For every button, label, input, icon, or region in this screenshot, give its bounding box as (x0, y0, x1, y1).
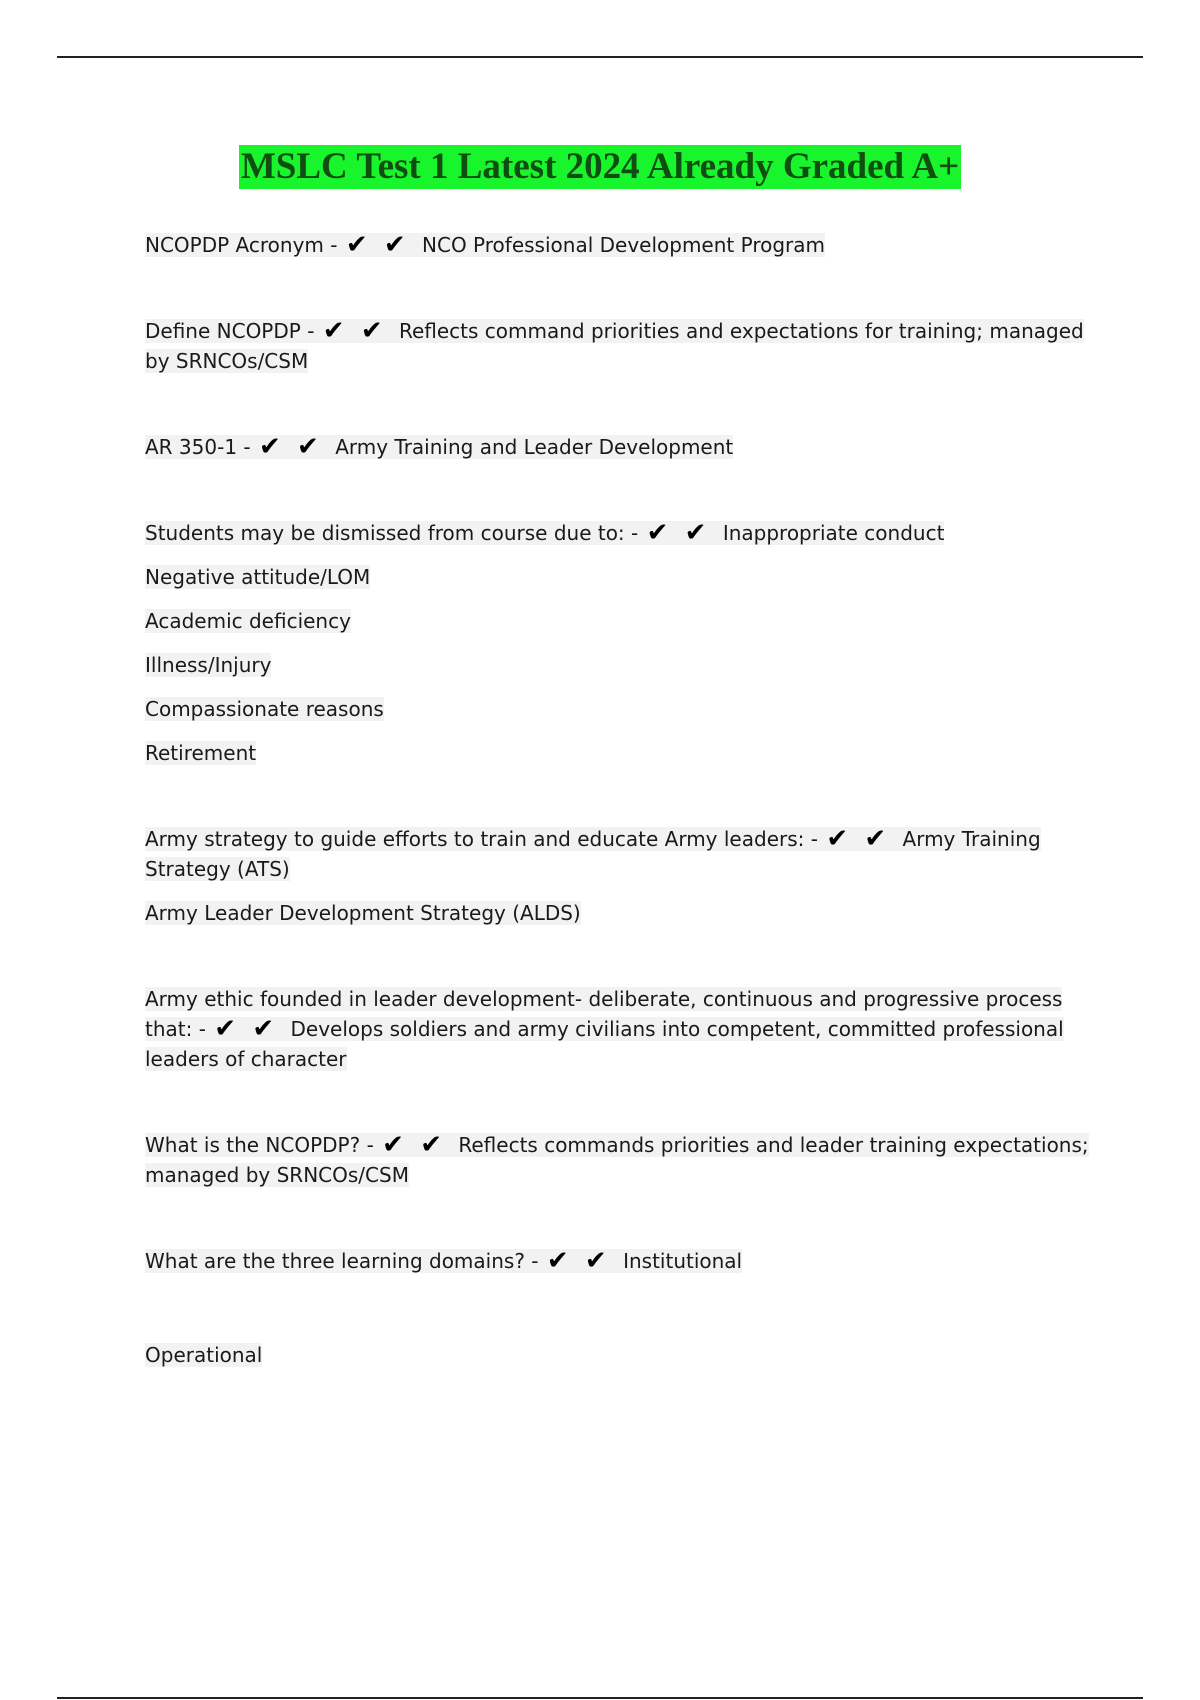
answer-line: Army Leader Development Strategy (ALDS) (145, 901, 581, 925)
double-check-icon: ✔ ✔ (258, 432, 323, 462)
qa-item (145, 432, 1090, 462)
answer-text: Army Training and Leader Development (335, 435, 734, 459)
double-check-icon: ✔ ✔ (646, 518, 711, 548)
question-text: Army strategy to guide efforts to train and educate Army leaders: - (145, 827, 818, 851)
answer-line: Retirement (145, 741, 257, 765)
qa-item (145, 230, 1090, 260)
qa-item (145, 1130, 1090, 1190)
trailing-line: Operational (145, 1343, 263, 1367)
answer-text: Inappropriate conduct (722, 521, 945, 545)
qa-item (145, 518, 1090, 548)
answer-text: Develops soldiers and army civilians into competent, committed professional leaders of character (145, 1017, 1064, 1071)
qa-item (145, 316, 1090, 376)
answer-line: Academic deficiency (145, 609, 351, 633)
top-rule (57, 56, 1143, 58)
answer-text: Army Training Strategy (ATS) (145, 827, 1041, 881)
double-check-icon: ✔ ✔ (214, 1014, 279, 1044)
question-text: Army ethic founded in leader development- deliberate, continuous and progressive process that: - (145, 987, 1063, 1041)
answer-text: Institutional (623, 1249, 743, 1273)
document-title: MSLC Test 1 Latest 2024 Already Graded A+ (240, 146, 960, 187)
question-text: AR 350-1 - (145, 435, 251, 459)
double-check-icon: ✔ ✔ (322, 316, 387, 346)
answer-line: Negative attitude/LOM (145, 565, 371, 589)
double-check-icon: ✔ ✔ (382, 1130, 447, 1160)
qa-item (145, 984, 1090, 1074)
answer-text: Reflects command priorities and expectations for training; managed by SRNCOs/CSM (145, 319, 1084, 373)
double-check-icon: ✔ ✔ (345, 230, 410, 260)
qa-item (145, 824, 1090, 884)
question-text: What is the NCOPDP? - (145, 1133, 374, 1157)
question-text: NCOPDP Acronym - (145, 233, 338, 257)
double-check-icon: ✔ ✔ (826, 824, 891, 854)
question-text: Define NCOPDP - (145, 319, 315, 343)
title-container (0, 145, 1200, 189)
answer-line: Compassionate reasons (145, 697, 384, 721)
question-text: Students may be dismissed from course due to: - (145, 521, 639, 545)
bottom-rule (57, 1697, 1143, 1699)
double-check-icon: ✔ ✔ (546, 1246, 611, 1276)
qa-item (145, 1246, 1090, 1276)
document-body (145, 230, 1090, 1370)
answer-line: Illness/Injury (145, 653, 272, 677)
answer-text: Reflects commands priorities and leader training expectations; managed by SRNCOs/CSM (145, 1133, 1089, 1187)
answer-text: NCO Professional Development Program (422, 233, 825, 257)
question-text: What are the three learning domains? - (145, 1249, 539, 1273)
